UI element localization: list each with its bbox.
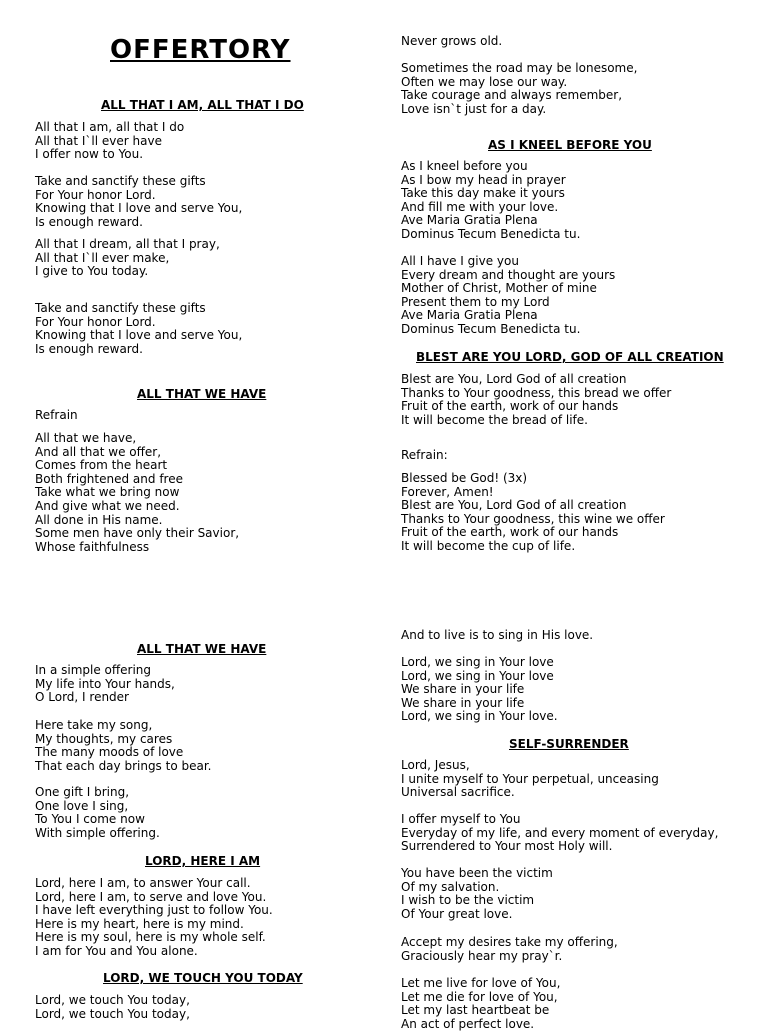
lyric-line: All that I`ll ever have xyxy=(35,133,162,148)
lyric-line: Fruit of the earth, work of our hands xyxy=(401,525,619,540)
lyric-line: We share in your life xyxy=(401,682,525,697)
lyric-line: I wish to be the victim xyxy=(401,893,535,908)
lyric-line: Everyday of my life, and every moment of everyday, xyxy=(401,825,719,840)
lyric-line: Lord, we sing in Your love. xyxy=(401,709,558,724)
lyrics-stanza xyxy=(35,302,242,356)
lyric-line: You have been the victim xyxy=(401,866,553,880)
lyric-line: Is enough reward. xyxy=(35,341,143,356)
lyric-line: All that we have, xyxy=(35,431,137,445)
lyric-line: Comes from the heart xyxy=(35,458,168,473)
lyric-line: And give what we need. xyxy=(35,498,180,513)
lyric-line: To You I come now xyxy=(35,812,145,827)
lyric-line: Take what we bring now xyxy=(35,485,180,500)
lyric-line: One love I sing, xyxy=(35,798,129,813)
song-title-lord-here-i-am: LORD, HERE I AM xyxy=(145,854,261,868)
lyric-line: As I bow my head in prayer xyxy=(401,172,566,187)
lyric-line: And fill me with your love. xyxy=(401,199,559,214)
lyrics-stanza xyxy=(35,664,175,705)
lyric-line: Mother of Christ, Mother of mine xyxy=(401,281,597,296)
lyric-line: Dominus Tecum Benedicta tu. xyxy=(401,226,581,241)
lyrics-stanza xyxy=(401,160,580,242)
lyrics-stanza xyxy=(401,813,718,854)
lyric-line: I offer now to You. xyxy=(35,147,144,162)
lyric-line: Ave Maria Gratia Plena xyxy=(401,213,538,228)
lyric-line: Knowing that I love and serve You, xyxy=(35,328,243,343)
song-title-all-that-we-have-2: ALL THAT WE HAVE xyxy=(137,642,267,656)
lyrics-stanza xyxy=(35,994,190,1021)
lyric-line: Lord, we sing in Your love xyxy=(401,655,554,669)
song-title-lord-we-touch-you: LORD, WE TOUCH YOU TODAY xyxy=(103,971,303,985)
song-title-self-surrender: SELF-SURRENDER xyxy=(509,737,629,751)
lyric-line: Accept my desires take my offering, xyxy=(401,935,618,949)
lyric-line: And all that we offer, xyxy=(35,444,162,459)
lyric-line: Thanks to Your goodness, this wine we offer xyxy=(401,511,665,526)
refrain-label: Refrain xyxy=(35,408,78,422)
lyric-line: As I kneel before you xyxy=(401,159,528,173)
lyric-line: All that I dream, all that I pray, xyxy=(35,237,220,251)
lyric-line: Blessed be God! (3x) xyxy=(401,471,528,485)
lyrics-stanza xyxy=(401,35,502,49)
lyric-line: Universal sacrifice. xyxy=(401,785,515,800)
lyric-line: All that I`ll ever make, xyxy=(35,250,170,265)
lyrics-stanza xyxy=(401,373,671,427)
lyric-line: With simple offering. xyxy=(35,825,160,840)
lyric-line: For Your honor Lord. xyxy=(35,314,156,329)
lyrics-stanza xyxy=(35,121,184,162)
lyric-line: An act of perfect love. xyxy=(401,1016,535,1031)
lyrics-stanza xyxy=(401,472,665,554)
lyrics-stanza xyxy=(401,62,637,116)
lyrics-stanza xyxy=(401,656,558,724)
lyric-line: Here is my heart, here is my mind. xyxy=(35,916,244,931)
lyric-line: We share in your life xyxy=(401,695,525,710)
lyric-line: I have left everything just to follow You. xyxy=(35,903,273,918)
lyrics-stanza xyxy=(401,936,618,963)
lyric-line: For Your honor Lord. xyxy=(35,187,156,202)
lyric-line: Present them to my Lord xyxy=(401,294,550,309)
song-title-all-that-we-have: ALL THAT WE HAVE xyxy=(137,387,267,401)
lyric-line: Lord, we touch You today, xyxy=(35,993,190,1007)
lyric-line: Blest are You, Lord God of all creation xyxy=(401,498,627,513)
lyric-line: All that I am, all that I do xyxy=(35,120,185,134)
song-title-blest-are-you: BLEST ARE YOU LORD, GOD OF ALL CREATION xyxy=(416,350,724,364)
lyrics-stanza xyxy=(35,719,211,773)
lyric-line: Of my salvation. xyxy=(401,879,500,894)
lyric-line: In a simple offering xyxy=(35,663,152,677)
lyric-line: Lord, here I am, to serve and love You. xyxy=(35,889,267,904)
lyrics-stanza xyxy=(35,432,239,554)
lyric-line: Whose faithfulness xyxy=(35,539,150,554)
lyric-line: Thanks to Your goodness, this bread we offer xyxy=(401,385,672,400)
lyric-line: Never grows old. xyxy=(401,34,503,48)
lyrics-stanza xyxy=(35,175,242,229)
lyric-line: Let my last heartbeat be xyxy=(401,1003,550,1018)
lyric-line: Forever, Amen! xyxy=(401,484,494,499)
lyrics-stanza xyxy=(401,629,593,643)
lyric-line: That each day brings to bear. xyxy=(35,758,212,773)
lyric-line: Is enough reward. xyxy=(35,214,143,229)
lyric-line: Both frightened and free xyxy=(35,471,183,486)
refrain-label: Refrain: xyxy=(401,448,448,462)
lyric-line: One gift I bring, xyxy=(35,785,130,799)
lyric-line: All I have I give you xyxy=(401,254,519,268)
lyrics-stanza xyxy=(401,867,553,921)
lyric-line: It will become the bread of life. xyxy=(401,412,588,427)
lyric-line: It will become the cup of life. xyxy=(401,538,576,553)
lyric-line: Dominus Tecum Benedicta tu. xyxy=(401,321,581,336)
lyric-line: Every dream and thought are yours xyxy=(401,267,616,282)
lyric-line: Let me die for love of You, xyxy=(401,989,558,1004)
lyric-line: Lord, we sing in Your love xyxy=(401,668,554,683)
lyric-line: Often we may lose our way. xyxy=(401,74,568,89)
lyrics-stanza xyxy=(401,255,615,337)
lyric-line: Take and sanctify these gifts xyxy=(35,301,206,315)
lyric-line: Lord, Jesus, xyxy=(401,758,470,772)
lyric-line: O Lord, I render xyxy=(35,690,129,705)
lyric-line: I unite myself to Your perpetual, unceasing xyxy=(401,771,659,786)
lyrics-stanza xyxy=(401,759,659,800)
lyric-line: I offer myself to You xyxy=(401,812,521,826)
lyric-line: And to live is to sing in His love. xyxy=(401,628,594,642)
page-title: OFFERTORY xyxy=(110,35,291,65)
lyric-line: Let me live for love of You, xyxy=(401,976,561,990)
lyric-line: Of Your great love. xyxy=(401,906,513,921)
lyric-line: Some men have only their Savior, xyxy=(35,526,240,541)
lyric-line: Lord, we touch You today, xyxy=(35,1006,190,1021)
lyric-line: Graciously hear my pray`r. xyxy=(401,948,563,963)
lyric-line: Surrendered to Your most Holy will. xyxy=(401,839,613,854)
lyric-line: Love isn`t just for a day. xyxy=(401,101,547,116)
lyric-line: I am for You and You alone. xyxy=(35,943,198,958)
lyrics-stanza xyxy=(35,238,220,279)
lyric-line: I give to You today. xyxy=(35,264,149,279)
lyric-line: Knowing that I love and serve You, xyxy=(35,201,243,216)
lyric-line: Take and sanctify these gifts xyxy=(35,174,206,188)
song-title-all-that-i-am: ALL THAT I AM, ALL THAT I DO xyxy=(101,98,304,112)
lyric-line: Here take my song, xyxy=(35,718,153,732)
lyric-line: Take courage and always remember, xyxy=(401,88,623,103)
lyric-line: Blest are You, Lord God of all creation xyxy=(401,372,627,386)
lyric-line: Fruit of the earth, work of our hands xyxy=(401,399,619,414)
lyric-line: My life into Your hands, xyxy=(35,676,175,691)
song-title-as-i-kneel: AS I KNEEL BEFORE YOU xyxy=(488,138,652,152)
lyric-line: Ave Maria Gratia Plena xyxy=(401,308,538,323)
lyrics-stanza xyxy=(401,977,560,1031)
lyric-line: Lord, here I am, to answer Your call. xyxy=(35,876,251,890)
lyric-line: Take this day make it yours xyxy=(401,186,565,201)
lyric-line: Here is my soul, here is my whole self. xyxy=(35,930,266,945)
lyrics-stanza xyxy=(35,877,273,959)
lyric-line: Sometimes the road may be lonesome, xyxy=(401,61,638,75)
lyric-line: The many moods of love xyxy=(35,745,184,760)
lyric-line: All done in His name. xyxy=(35,512,163,527)
lyrics-stanza xyxy=(35,786,160,840)
lyric-line: My thoughts, my cares xyxy=(35,731,173,746)
